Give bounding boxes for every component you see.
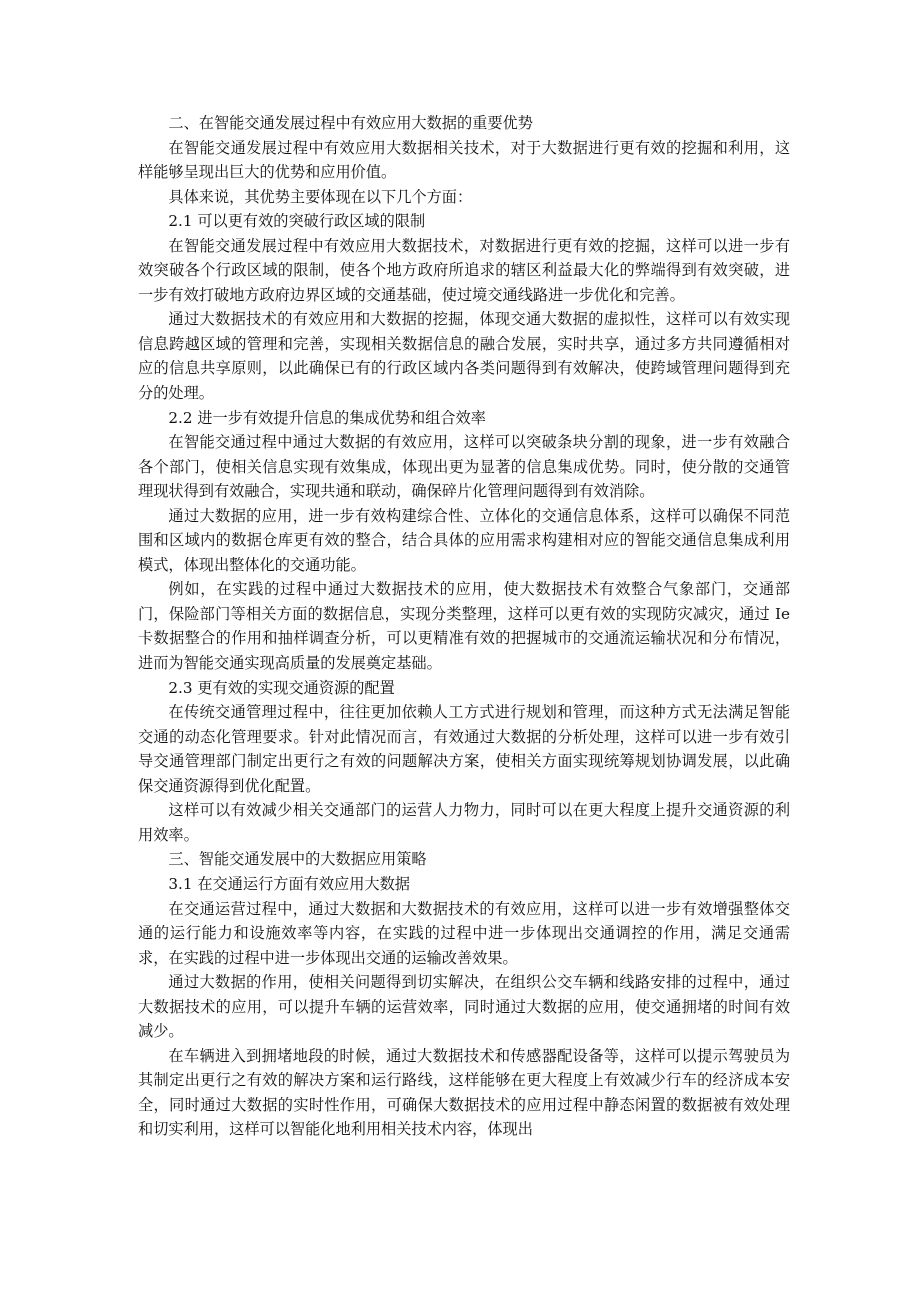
paragraph: 通过大数据的应用，进一步有效构建综合性、立体化的交通信息体系，这样可以确保不同范围和区域内的数据仓库更有效的整合，结合具体的应用需求构建相对应的智能交通信息集成利用模式，体现出整体化的交通功能。	[138, 506, 790, 574]
paragraph: 通过大数据技术的有效应用和大数据的挖掘，体现交通大数据的虚拟性，这样可以有效实现信息跨越区域的管理和完善，实现相关数据信息的融合发展，实时共享，通过多方共同遵循相对应的信息共享原则，以此确保已有的行政区域内各类问题得到有效解决，使跨域管理问题得到充分的处理。	[138, 310, 790, 403]
subsection-heading: 2.3 更有效的实现交通资源的配置	[168, 678, 395, 697]
paragraph: 在智能交通过程中通过大数据的有效应用，这样可以突破条块分割的现象，进一步有效融合各个部门，使相关信息实现有效集成，体现出更为显著的信息集成优势。同时，使分散的交通管理现状得到有效融合，实现共通和联动，确保碎片化管理问题得到有效消除。	[138, 433, 790, 501]
subsection-heading: 3.1 在交通运行方面有效应用大数据	[168, 874, 410, 893]
paragraph: 具体来说，其优势主要体现在以下几个方面：	[168, 187, 473, 206]
paragraph: 在智能交通发展过程中有效应用大数据相关技术，对于大数据进行更有效的挖掘和利用，这样能够呈现出巨大的优势和应用价值。	[138, 138, 790, 182]
paragraph: 在智能交通发展过程中有效应用大数据技术，对数据进行更有效的挖掘，这样可以进一步有效突破各个行政区域的限制，使各个地方政府所追求的辖区利益最大化的弊端得到有效突破，进一步有效打破地方政府边界区域的交通基础，使过境交通线路进一步优化和完善。	[138, 236, 790, 304]
subsection-heading: 2.1 可以更有效的突破行政区域的限制	[168, 212, 426, 231]
paragraph: 例如，在实践的过程中通过大数据技术的应用，使大数据技术有效整合气象部门，交通部门，保险部门等相关方面的数据信息，实现分类整理，这样可以更有效的实现防灾减灾，通过 Ie 卡数据整合的作用和抽样调查分析，可以更精准有效的把握城市的交通流运输状况和分布情况，进而为智能交通实现高质量的发展奠定基础。	[138, 580, 790, 673]
subsection-heading: 2.2 进一步有效提升信息的集成优势和组合效率	[168, 408, 486, 427]
paragraph: 这样可以有效减少相关交通部门的运营人力物力，同时可以在更大程度上提升交通资源的利用效率。	[138, 801, 790, 844]
paragraph: 在传统交通管理过程中，往往更加依赖人工方式进行规划和管理，而这种方式无法满足智能交通的动态化管理要求。针对此情况而言，有效通过大数据的分析处理，这样可以进一步有效引导交通管理部门制定出更行之有效的问题解决方案，使相关方面实现统筹规划协调发展，以此确保交通资源得到优化配置。	[138, 703, 790, 795]
document-page	[138, 111, 790, 1142]
paragraph: 在交通运营过程中，通过大数据和大数据技术的有效应用，这样可以进一步有效增强整体交通的运行能力和设施效率等内容，在实践的过程中进一步体现出交通调控的作用，满足交通需求，在实践的过程中进一步体现出交通的运输改善效果。	[138, 899, 790, 967]
section-heading: 二、在智能交通发展过程中有效应用大数据的重要优势	[168, 114, 533, 132]
paragraph: 在车辆进入到拥堵地段的时候，通过大数据技术和传感器配设备等，这样可以提示驾驶员为其制定出更行之有效的解决方案和运行路线，这样能够在更大程度上有效减少行车的经济成本安全，同时通过大数据的实时性作用，可确保大数据技术的应用过程中静态闲置的数据被有效处理和切实利用，这样可以智能化地利用相关技术内容，体现出	[138, 1046, 790, 1139]
section-heading: 三、智能交通发展中的大数据应用策略	[168, 850, 427, 869]
paragraph: 通过大数据的作用，使相关问题得到切实解决，在组织公交车辆和线路安排的过程中，通过大数据技术的应用，可以提升车辆的运营效率，同时通过大数据的应用，使交通拥堵的时间有效减少。	[138, 973, 790, 1041]
